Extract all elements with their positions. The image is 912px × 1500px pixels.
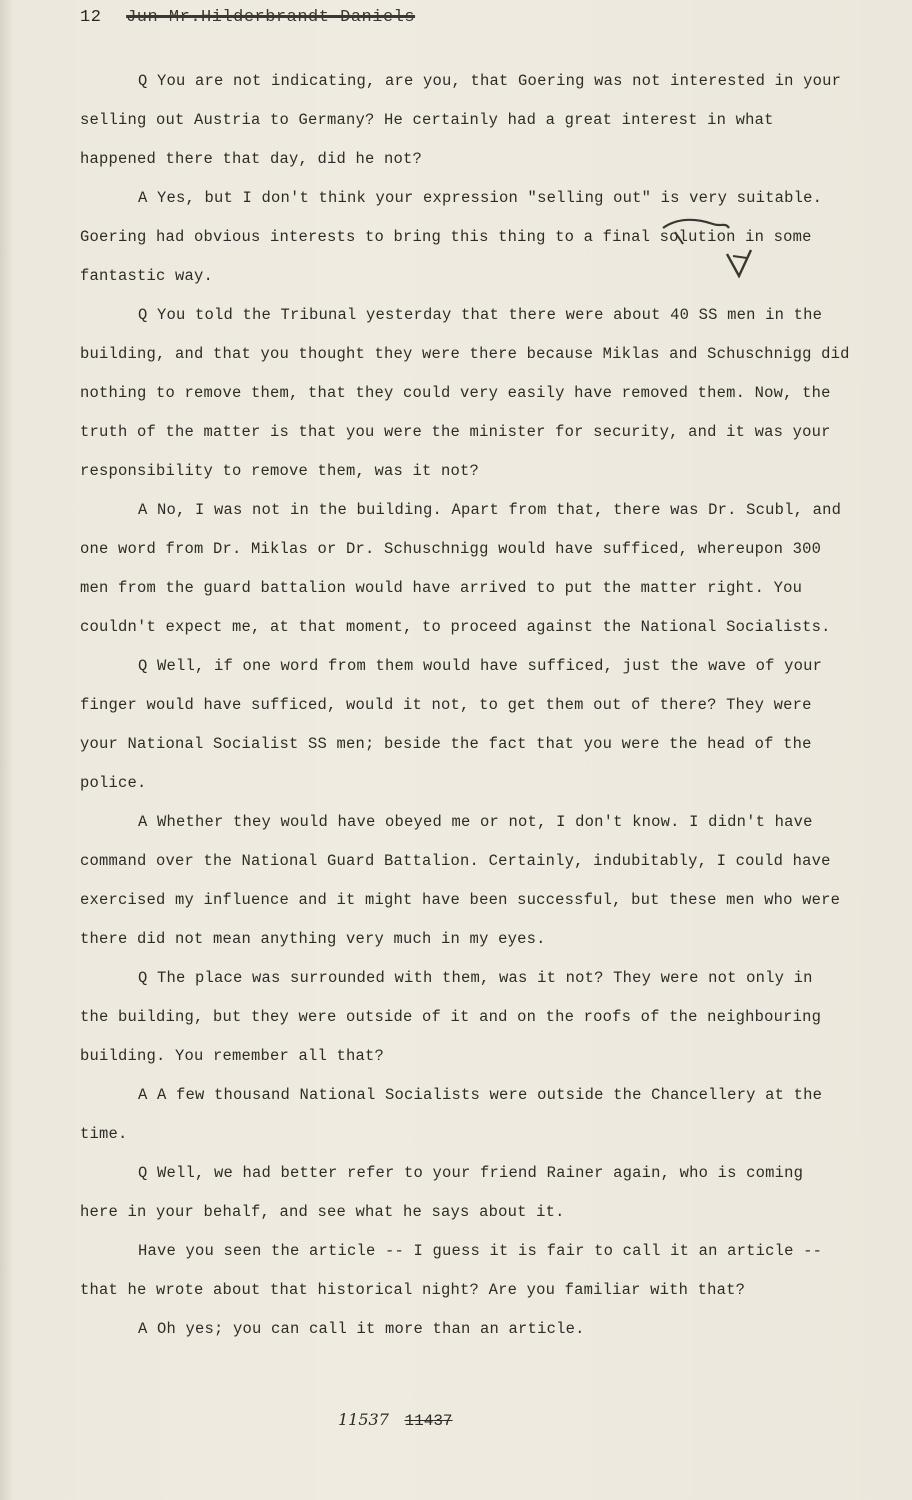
- page-edge-shadow: [0, 0, 14, 1500]
- transcript-paragraph: Q Well, if one word from them would have sufficed, just the wave of your finger would have sufficed, would it not, to get them out of there? They were your National Socialist SS men; beside the fact that you were the head of the police.: [80, 657, 823, 792]
- handwritten-correction-mark: [655, 214, 765, 284]
- page-number: 12: [80, 8, 102, 27]
- transcript-paragraph: A Oh yes; you can call it more than an article.: [138, 1320, 585, 1338]
- transcript-paragraph: A Yes, but I don't think your expression "selling out" is very suitable. Goering had obvious interests to bring this thing to a final solution in some fantastic way.: [80, 189, 823, 285]
- transcript-paragraph: Have you seen the article -- I guess it is fair to call it an article -- that he wrote about that historical night? Are you familiar with that?: [80, 1242, 823, 1299]
- page-header: [80, 8, 415, 27]
- transcript-paragraph: Q Well, we had better refer to your friend Rainer again, who is coming here in your behalf, and see what he says about it.: [80, 1164, 804, 1221]
- transcript-paragraph: Q The place was surrounded with them, was it not? They were not only in the building, but they were outside of it and on the roofs of the neighbouring building. You remember all that?: [80, 969, 822, 1065]
- transcript-paragraph: Q You told the Tribunal yesterday that there were about 40 SS men in the building, and that you thought they were there because Miklas and Schuschnigg did nothing to remove them, that they could very easily have removed them. Now, the truth of the matter is that you were the minister for security, and it was your responsibility to remove them, was it not?: [80, 306, 850, 480]
- handwritten-page-number: 11537: [338, 1410, 389, 1429]
- transcript-paragraph: A Whether they would have obeyed me or not, I don't know. I didn't have command over the National Guard Battalion. Certainly, indubitably, I could have exercised my influence and it might have been successful, but these men who were there did not mean anything very much in my eyes.: [80, 813, 841, 948]
- transcript-paragraph: A No, I was not in the building. Apart from that, there was Dr. Scubl, and one word from Dr. Miklas or Dr. Schuschnigg would have sufficed, whereupon 300 men from the guard battalion would have arrived to put the matter right. You couldn't expect me, at that moment, to proceed against the National Socialists.: [80, 501, 842, 636]
- struck-page-number: 11437: [404, 1412, 453, 1430]
- struck-header-text: Jun-Mr.Hilderbrandt-Daniels: [126, 8, 416, 27]
- transcript-paragraph: A A few thousand National Socialists were outside the Chancellery at the time.: [80, 1086, 823, 1143]
- transcript-paragraph: Q You are not indicating, are you, that Goering was not interested in your selling out Austria to Germany? He certainly had a great interest in what happened there that day, did he not?: [80, 72, 842, 168]
- page-stamp-number: [338, 1410, 453, 1430]
